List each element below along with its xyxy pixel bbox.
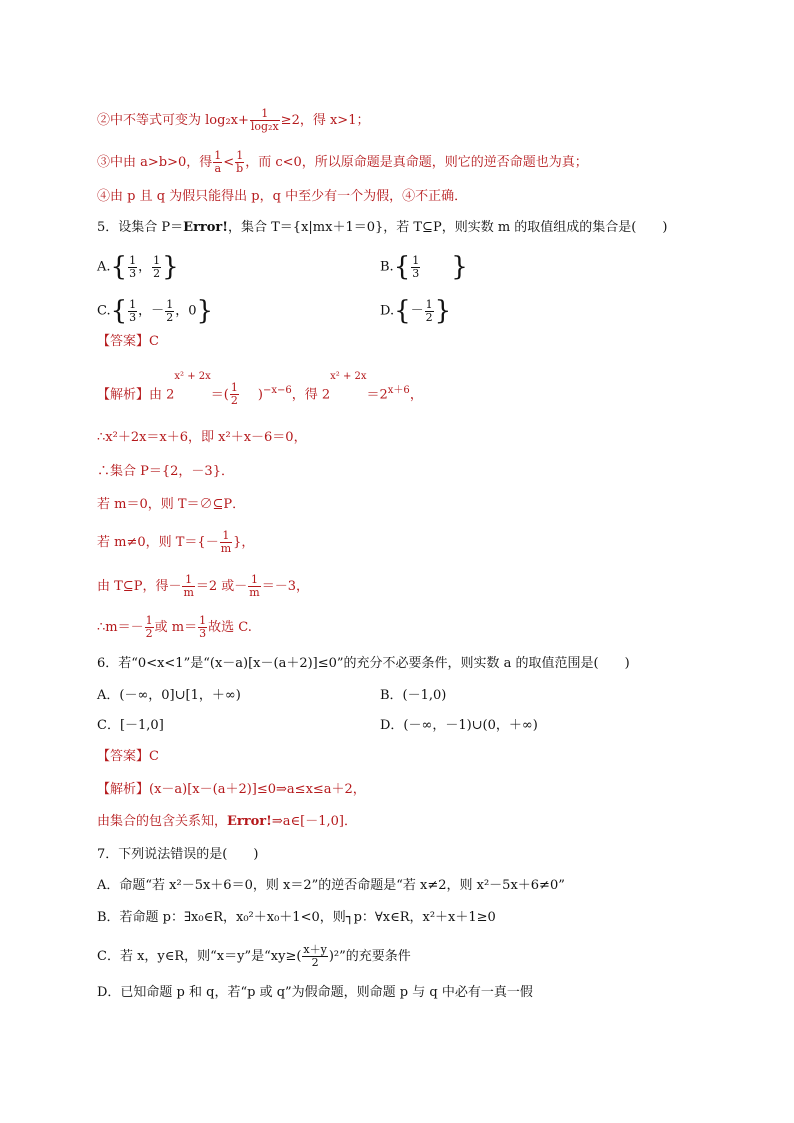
answer-6: 【答案】C xyxy=(97,749,159,764)
solution-5-line-5: 若 m≠0，则 T＝{－ $\frac{1}{m}$ }， xyxy=(97,529,255,555)
q6-option-a: A．(－∞，0]∪[1，＋∞) xyxy=(97,688,241,703)
question-5: 5．设集合 P＝Error!，集合 T＝{x|mx＋1＝0}，若 T⊆P，则实数 m 的取值组成的集合是( ) xyxy=(97,220,668,235)
solution-5-line-7: ∴m＝－ $\frac{1}{2}$ 或 m＝ $\frac{1}{3}$ 故选 C. xyxy=(97,614,252,640)
q5-option-d: D.{－ $\frac{1}{2}$ } xyxy=(380,296,452,326)
q5-option-c: C.{ $\frac{1}{3}$ ，－ $\frac{1}{2}$ ，0} xyxy=(97,296,214,326)
fraction: $\frac{1}{b}$ xyxy=(236,149,244,175)
q7-option-c: C．若 x，y∈R，则“x＝y”是“xy≥( $\frac{x+y}{2}$ )²”的充要条件 xyxy=(97,943,411,969)
text: ②中不等式可变为 log₂x+ xyxy=(97,113,249,128)
q7-option-a: A．命题“若 x²－5x＋6＝0，则 x＝2”的逆否命题是“若 x≠2，则 x²－5x＋6≠0” xyxy=(97,878,565,893)
fraction: $\frac{1}{\text{log₂x}}$ xyxy=(250,107,279,133)
q5-option-b: B.{ $\frac{1}{3}$ } xyxy=(380,252,468,282)
q5-option-a: A.{ $\frac{1}{3}$ ， $\frac{1}{2}$ } xyxy=(97,252,179,282)
solution-5-line-4: 若 m＝0，则 T＝∅⊆P． xyxy=(97,497,246,512)
solution-6-line-2: 由集合的包含关系知，Error!⇒a∈[－1,0]． xyxy=(97,814,357,829)
question-6: 6．若“0<x<1”是“(x－a)[x－(a＋2)]≤0”的充分不必要条件，则实数 a 的取值范围是( ) xyxy=(97,656,630,671)
q6-option-d: D．(－∞，－1)∪(0，＋∞) xyxy=(380,718,538,733)
error-text: Error! xyxy=(183,220,228,235)
solution-5-line-6: 由 T⊆P，得－ $\frac{1}{m}$ ＝2 或－ $\frac{1}{m}$ ＝－3， xyxy=(97,573,310,599)
q7-option-b: B．若命题 p：∃x₀∈R，x₀²＋x₀＋1<0，则┐p：∀x∈R，x²＋x＋1≥0 xyxy=(97,910,496,925)
solution-line-4: ④由 p 且 q 为假只能得出 p，q 中至少有一个为假，④不正确． xyxy=(97,189,468,204)
error-text: Error! xyxy=(227,814,272,829)
solution-line-2 xyxy=(97,108,369,133)
question-7: 7．下列说法错误的是( ) xyxy=(97,847,259,862)
solution-6-line-1: 【解析】(x－a)[x－(a＋2)]≤0⇒a≤x≤a＋2， xyxy=(97,782,366,797)
solution-5-line-1: 【解析】由 $2^{x^2 + 2x}=$( $\frac{1}{2}$ )$^{-x-6}$，得 $2^{x^2 + 2x}=2^{x+6}$， xyxy=(97,371,423,408)
solution-5-line-2: ∴x²＋2x＝x＋6，即 x²＋x－6＝0， xyxy=(97,430,307,445)
solution-line-3: ③中由 a>b>0，得 $\frac{1}{a}$ < $\frac{1}{b}$ ，而 c<0，所以原命题是真命题，则它的逆否命题也为真； xyxy=(97,149,588,175)
q6-option-b: B．(－1,0) xyxy=(380,688,447,703)
fraction: $\frac{1}{a}$ xyxy=(214,149,222,175)
q7-option-d: D．已知命题 p 和 q，若“p 或 q”为假命题，则命题 p 与 q 中必有一真一假 xyxy=(97,985,533,1000)
q6-option-c: C．[－1,0] xyxy=(97,718,164,733)
text: ≥2，得 x>1； xyxy=(280,113,370,128)
answer-5: 【答案】C xyxy=(97,334,159,349)
solution-5-line-3: ∴集合 P＝{2，－3}． xyxy=(97,464,234,479)
